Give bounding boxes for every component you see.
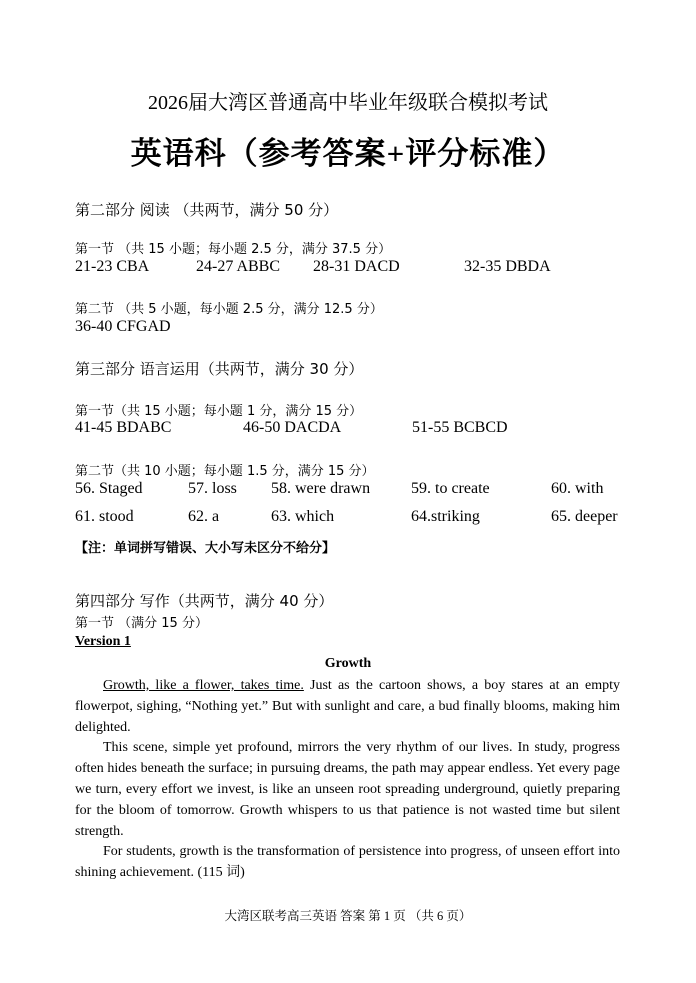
blank-answer: 64.striking — [411, 508, 480, 525]
essay-body — [75, 676, 620, 884]
grading-note: 【注：单词拼写错误、大小写未区分不给分】 — [75, 541, 336, 556]
blank-answer: 57. loss — [188, 480, 237, 497]
blank-answer: 62. a — [188, 508, 220, 525]
part3-heading: 第三部分 语言运用（共两节，满分 30 分） — [75, 360, 364, 378]
blank-answer: 58. were drawn — [271, 480, 371, 497]
part2-heading: 第二部分 阅读 （共两节，满分 50 分） — [75, 201, 339, 219]
answer-group: 46-50 DACDA — [243, 419, 342, 436]
blank-answer: 59. to create — [411, 480, 490, 497]
answer-group: 41-45 BDABC — [75, 419, 172, 436]
answer-group: 24-27 ABBC — [196, 258, 281, 275]
essay-paragraph: This scene, simple yet profound, mirrors the very rhythm of our lives. In study, progress often hides beneath the surface; in pursuing dreams, the path may appear endless. Yet every page we turn, every effort we invest, is like an unseen root spreading underground, quietly preparing for the bloom of tomorrow. Growth whispers to us that patience is not wasted time but silent strength. — [75, 740, 620, 839]
answer-group: 32-35 DBDA — [464, 258, 551, 275]
part2-sec2-heading: 第二节 （共 5 小题，每小题 2.5 分，满分 12.5 分） — [75, 302, 383, 317]
exam-title: 2026届大湾区普通高中毕业年级联合模拟考试 — [148, 92, 548, 114]
blank-answer: 65. deeper — [551, 508, 618, 525]
essay-topic-sentence: Growth, like a flower, takes time. — [103, 678, 304, 693]
answer-group: 21-23 CBA — [75, 258, 150, 275]
blank-answer: 61. stood — [75, 508, 134, 525]
essay-title: Growth — [324, 656, 372, 671]
part3-sec2-heading: 第二节（共 10 小题；每小题 1.5 分，满分 15 分） — [75, 464, 375, 479]
answer-group: 36-40 CFGAD — [75, 318, 171, 335]
answer-group: 51-55 BCBCD — [412, 419, 508, 436]
essay-paragraph: For students, growth is the transformation of persistence into progress, of unseen effort into shining achievement. (115 词) — [75, 844, 620, 881]
essay-paragraph-text: Just as the cartoon shows, a boy stares at an empty flowerpot, sighing, “Nothing yet.” But with sunlight and care, a bud finally blooms, making him delighted. — [75, 678, 620, 735]
blank-answer: 63. which — [271, 508, 335, 525]
page-footer: 大湾区联考高三英语 答案 第 1 页 （共 6 页） — [224, 909, 472, 923]
part3-sec1-heading: 第一节（共 15 小题；每小题 1 分，满分 15 分） — [75, 404, 363, 419]
document-title: 英语科（参考答案+评分标准） — [130, 136, 566, 171]
answer-group: 28-31 DACD — [313, 258, 400, 275]
essay-paragraph — [75, 676, 620, 738]
part4-sec1-heading: 第一节 （满分 15 分） — [75, 616, 208, 631]
part4-heading: 第四部分 写作（共两节，满分 40 分） — [75, 592, 334, 610]
blank-answer: 60. with — [551, 480, 604, 497]
part2-sec1-heading: 第一节 （共 15 小题；每小题 2.5 分，满分 37.5 分） — [75, 242, 392, 257]
version-label: Version 1 — [75, 634, 131, 649]
blank-answer: 56. Staged — [75, 480, 143, 497]
